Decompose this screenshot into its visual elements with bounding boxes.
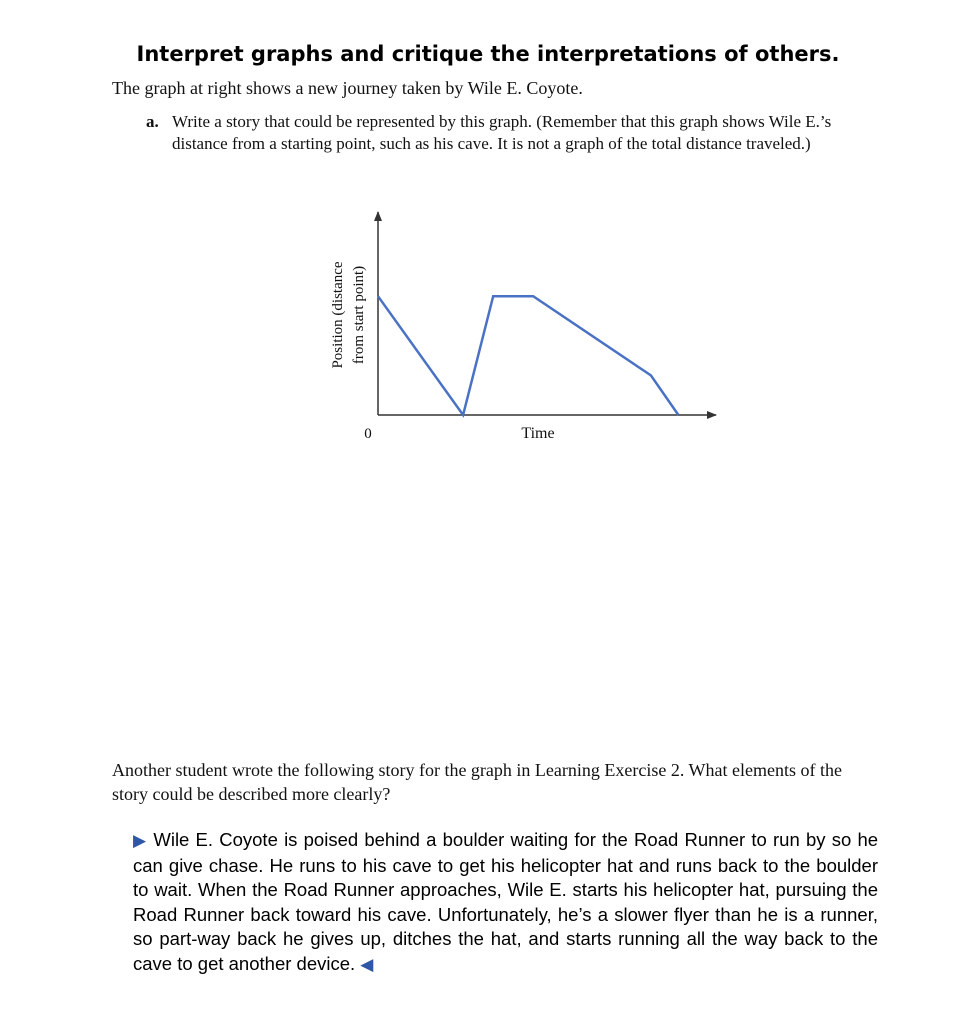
start-marker-icon: ▶ (133, 831, 148, 850)
page-title: Interpret graphs and critique the interpretations of others. (136, 42, 840, 66)
intro-text: The graph at right shows a new journey taken by Wile E. Coyote. (112, 78, 583, 98)
question-a-letter: a. (146, 112, 159, 131)
y-axis-label-line2: from start point) (351, 265, 367, 365)
x-axis-label: Time (521, 425, 555, 442)
y-axis-label-line1: Position (distance (330, 261, 346, 369)
origin-label: 0 (364, 426, 372, 442)
question-a-text: Write a story that could be represented by this graph. (Remember that this graph shows Wile E.’s distance from a starting point, such as his cave. It is not a graph of the total distance traveled.) (172, 112, 832, 153)
critique-prompt: Another student wrote the following story for the graph in Learning Exercise 2. What elements of the story could be described more clearly? (112, 760, 842, 804)
student-story-text: Wile E. Coyote is poised behind a boulder waiting for the Road Runner to run by so he can give chase. He runs to his cave to get his helicopter hat and runs back to the boulder to wait. When the Road Runner approaches, Wile E. starts his helicopter hat, pursuing the Road Runner back toward his cave. Unfortunately, he’s a slower flyer than he is a runner, so part-way back he gives up, ditches the hat, and starts running all the way back to the cave to get another device. (133, 829, 879, 974)
position-series-line (378, 296, 678, 415)
student-story (133, 828, 878, 977)
question-a (146, 111, 856, 155)
position-time-graph (300, 200, 730, 460)
end-marker-icon: ◀ (360, 954, 374, 974)
